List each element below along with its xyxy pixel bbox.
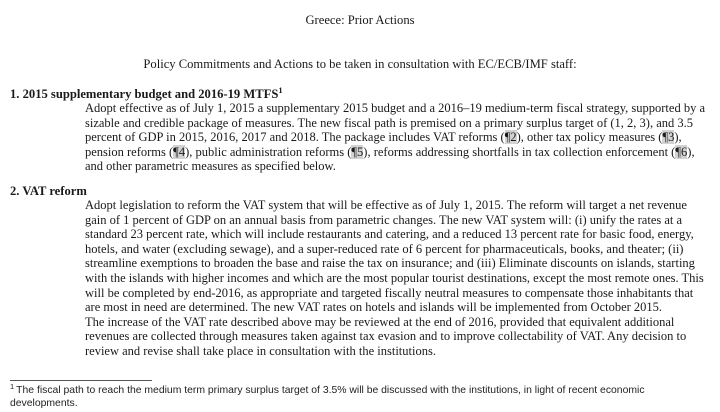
document-subtitle: Policy Commitments and Actions to be taken in consultation with EC/ECB/IMF staff: xyxy=(143,57,577,71)
section-2-paragraph-1: Adopt legislation to reform the VAT system that will be effective as of July 1, 2015. The reform will target a net revenue gain of 1 percent of GDP on an annual basis from parametric changes. The new VAT system will: (i) unify the rates at a standard 23 percent rate, which will include restaurants and catering, and a reduced 13 percent rate for basic food, energy, hotels, and water (excluding sewage), and a super-reduced rate of 6 percent for pharmaceuticals, books, and theater; (ii) streamline exemptions to broaden the base and raise the tax on insurance; and (iii) Eliminate discounts on islands, starting with the islands with higher incomes and which are the most popular tourist destinations, except the most remote ones. This will be completed by end-2016, as appropriate and targeted fiscally neutral measures to compensate those inhabitants that are most in need are determined. The new VAT rates on hotels and islands will be implemented from October 2015. xyxy=(85,197,704,315)
section-1-heading xyxy=(10,84,710,101)
section-2-paragraph-2: The increase of the VAT rate described above may be reviewed at the end of 2016, provided that equivalent additional revenues are collected through measures taken against tax evasion and to improve collectability of VAT. Any decision to review and revise shall take place in consultation with the institutions. xyxy=(85,314,687,358)
footnote xyxy=(10,381,710,410)
footnote-separator-line xyxy=(10,380,152,381)
section-1-footnote-ref: 1 xyxy=(278,84,283,95)
footnote-area xyxy=(10,380,710,410)
footnote-text: The fiscal path to reach the medium term primary surplus target of 3.5% will be discussed with the institutions, in light of recent economic developments. xyxy=(10,385,645,409)
section-budget-mtfs xyxy=(0,84,720,174)
document-title: Greece: Prior Actions xyxy=(305,13,415,27)
section-vat-reform xyxy=(0,184,720,359)
section-1-heading-text: 1. 2015 supplementary budget and 2016-19 MTFS xyxy=(10,87,279,101)
section-1-paragraph-1: Adopt effective as of July 1, 2015 a supplementary 2015 budget and a 2016–19 medium-term fiscal strategy, supported by a sizable and credible package of measures. The new fiscal path is premised on a primary surplus target of (1, 2, 3), and 3.5 percent of GDP in 2015, 2016, 2017 and 2018. The package includes VAT reforms (¶2), other tax policy measures (¶3), pension reforms (¶4), public administration reforms (¶5), reforms addressing shortfalls in tax collection enforcement (¶6), and other parametric measures as specified below. xyxy=(85,101,705,174)
section-2-heading-text: 2. VAT reform xyxy=(10,183,87,198)
section-2-heading xyxy=(10,184,710,198)
footnote-marker: 1 xyxy=(10,381,15,391)
